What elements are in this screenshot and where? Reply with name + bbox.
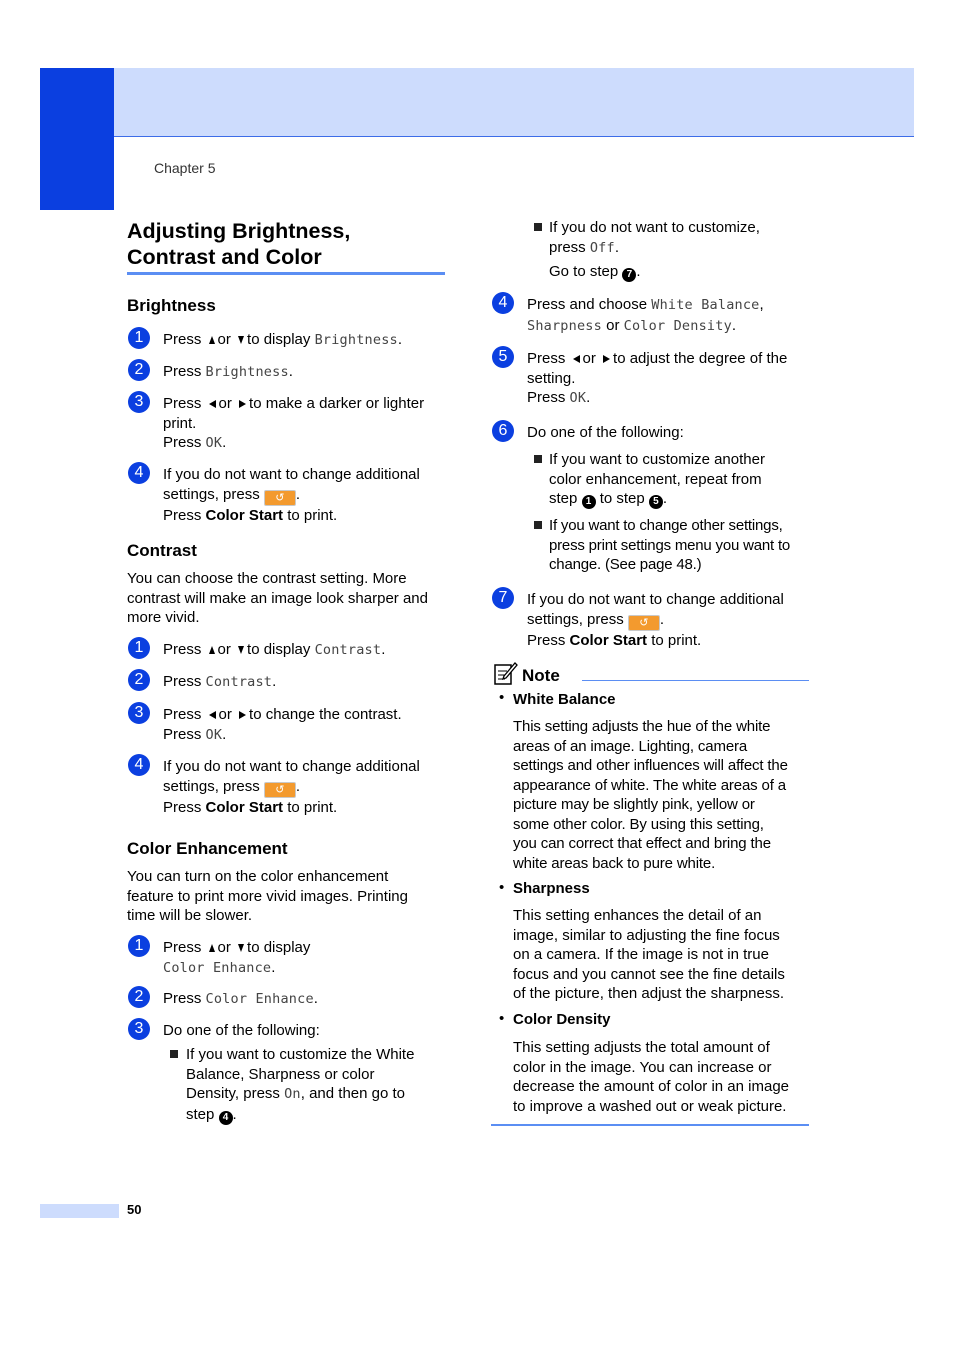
step-number: 5 bbox=[492, 346, 514, 368]
note-white-balance-text: This setting adjusts the hue of the white areas of an image. Lighting, camera settings and other influences will affect the appearance of white. The white areas of a picture may be slightly pink, yellow or some other color. By using this setting, you can correct that effect and bring the white areas back to pure white. bbox=[513, 718, 788, 872]
color-step-3-option-1: If you want to customize the White Balance, Sharpness or color Density, press On, and then go to step 4 . bbox=[186, 1046, 415, 1123]
step-ref-icon: 1 bbox=[582, 495, 596, 509]
up-arrow-icon bbox=[209, 944, 215, 952]
step-number: 4 bbox=[128, 754, 150, 776]
page-number: 50 bbox=[127, 1202, 142, 1217]
color-step-6-option-1: If you want to customize another color enhancement, repeat from step 1 to step 5 . bbox=[549, 451, 765, 507]
right-arrow-icon bbox=[239, 400, 246, 408]
note-rule-bottom bbox=[491, 1124, 809, 1126]
contrast-step-2: Press Contrast. bbox=[163, 673, 277, 690]
step-number: 3 bbox=[128, 702, 150, 724]
stop-exit-button-icon: ↺ bbox=[264, 490, 296, 506]
brightness-step-3: Press or to make a darker or lighter print. Press OK. bbox=[163, 395, 425, 451]
stop-exit-button-icon: ↺ bbox=[264, 782, 296, 798]
color-step-4: Press and choose White Balance, Sharpness or Color Density. bbox=[527, 296, 764, 334]
step-number: 4 bbox=[492, 292, 514, 314]
step-number: 1 bbox=[128, 637, 150, 659]
color-step-5: Press or to adjust the degree of the setting. Press OK. bbox=[527, 350, 788, 406]
contrast-step-3: Press or to change the contrast. Press OK. bbox=[163, 706, 402, 743]
footer-tab bbox=[40, 1204, 119, 1218]
step-number: 2 bbox=[128, 669, 150, 691]
down-arrow-icon bbox=[238, 944, 244, 952]
page-title-line2: Contrast and Color bbox=[127, 245, 322, 269]
contrast-heading: Contrast bbox=[127, 541, 197, 560]
note-rule-top bbox=[582, 680, 809, 681]
right-arrow-icon bbox=[603, 355, 610, 363]
step-number: 4 bbox=[128, 462, 150, 484]
down-arrow-icon bbox=[238, 336, 244, 344]
header-band bbox=[40, 68, 914, 137]
step-number: 2 bbox=[128, 359, 150, 381]
page-title-line1: Adjusting Brightness, bbox=[127, 219, 351, 243]
step-number: 1 bbox=[128, 327, 150, 349]
right-arrow-icon bbox=[239, 711, 246, 719]
step-number: 7 bbox=[492, 587, 514, 609]
stop-exit-button-icon: ↺ bbox=[628, 615, 660, 631]
left-arrow-icon bbox=[573, 355, 580, 363]
brightness-heading: Brightness bbox=[127, 296, 216, 315]
left-arrow-icon bbox=[209, 400, 216, 408]
chapter-label: Chapter 5 bbox=[154, 160, 216, 176]
bullet-dot: • bbox=[499, 879, 505, 896]
step-number: 6 bbox=[492, 420, 514, 442]
color-step-7: If you do not want to change additional settings, press ↺ . Press Color Start to print. bbox=[527, 591, 784, 649]
bullet-square-icon bbox=[534, 455, 542, 463]
bullet-square-icon bbox=[534, 521, 542, 529]
title-rule bbox=[127, 272, 445, 275]
brightness-step-4: If you do not want to change additional settings, press ↺ . Press Color Start to print. bbox=[163, 466, 420, 524]
color-step-6-option-2: If you want to change other settings, press print settings menu you want to change. (See page 48.) bbox=[549, 517, 791, 573]
color-step-6: Do one of the following: bbox=[527, 424, 684, 441]
bullet-dot: • bbox=[499, 689, 505, 706]
up-arrow-icon bbox=[209, 336, 215, 344]
step-number: 3 bbox=[128, 1018, 150, 1040]
step-ref-icon: 4 bbox=[219, 1111, 233, 1125]
up-arrow-icon bbox=[209, 646, 215, 654]
step-ref-icon: 5 bbox=[649, 495, 663, 509]
note-color-density-title: Color Density bbox=[513, 1011, 611, 1028]
bullet-dot: • bbox=[499, 1010, 505, 1027]
bullet-square-icon bbox=[534, 223, 542, 231]
step-number: 2 bbox=[128, 986, 150, 1008]
note-icon bbox=[494, 661, 518, 685]
color-step-2: Press Color Enhance. bbox=[163, 990, 318, 1007]
color-enhancement-heading: Color Enhancement bbox=[127, 839, 288, 858]
color-step-3: Do one of the following: bbox=[163, 1022, 320, 1039]
note-sharpness-text: This setting enhances the detail of an image, similar to adjusting the fine focus on a camera. If the image is not in true focus and you cannot see the fine details of the picture, then adjust the sharpness. bbox=[513, 907, 785, 1002]
bullet-square-icon bbox=[170, 1050, 178, 1058]
color-step-1: Press or to display Color Enhance. bbox=[163, 939, 311, 976]
step-number: 3 bbox=[128, 391, 150, 413]
step-number: 1 bbox=[128, 935, 150, 957]
note-color-density-text: This setting adjusts the total amount of color in the image. You can increase or decrease the amount of color in an image to improve a washed out or weak picture. bbox=[513, 1039, 789, 1115]
note-sharpness-title: Sharpness bbox=[513, 880, 590, 897]
step-ref-icon: 7 bbox=[622, 268, 636, 282]
chapter-tab bbox=[40, 68, 114, 210]
note-title: Note bbox=[522, 666, 560, 685]
color-step-3-option-2: If you do not want to customize, press Off. Go to step 7 . bbox=[549, 219, 760, 280]
page-title bbox=[127, 218, 457, 270]
brightness-step-2: Press Brightness. bbox=[163, 363, 293, 380]
note-white-balance-title: White Balance bbox=[513, 691, 616, 708]
contrast-intro: You can choose the contrast setting. More contrast will make an image look sharper and more vivid. bbox=[127, 570, 428, 626]
brightness-step-1: Press or to display Brightness. bbox=[163, 331, 403, 348]
left-arrow-icon bbox=[209, 711, 216, 719]
contrast-step-1: Press or to display Contrast. bbox=[163, 641, 386, 658]
color-intro: You can turn on the color enhancement feature to print more vivid images. Printing time will be slower. bbox=[127, 868, 408, 924]
down-arrow-icon bbox=[238, 646, 244, 654]
contrast-step-4: If you do not want to change additional settings, press ↺ . Press Color Start to print. bbox=[163, 758, 420, 816]
